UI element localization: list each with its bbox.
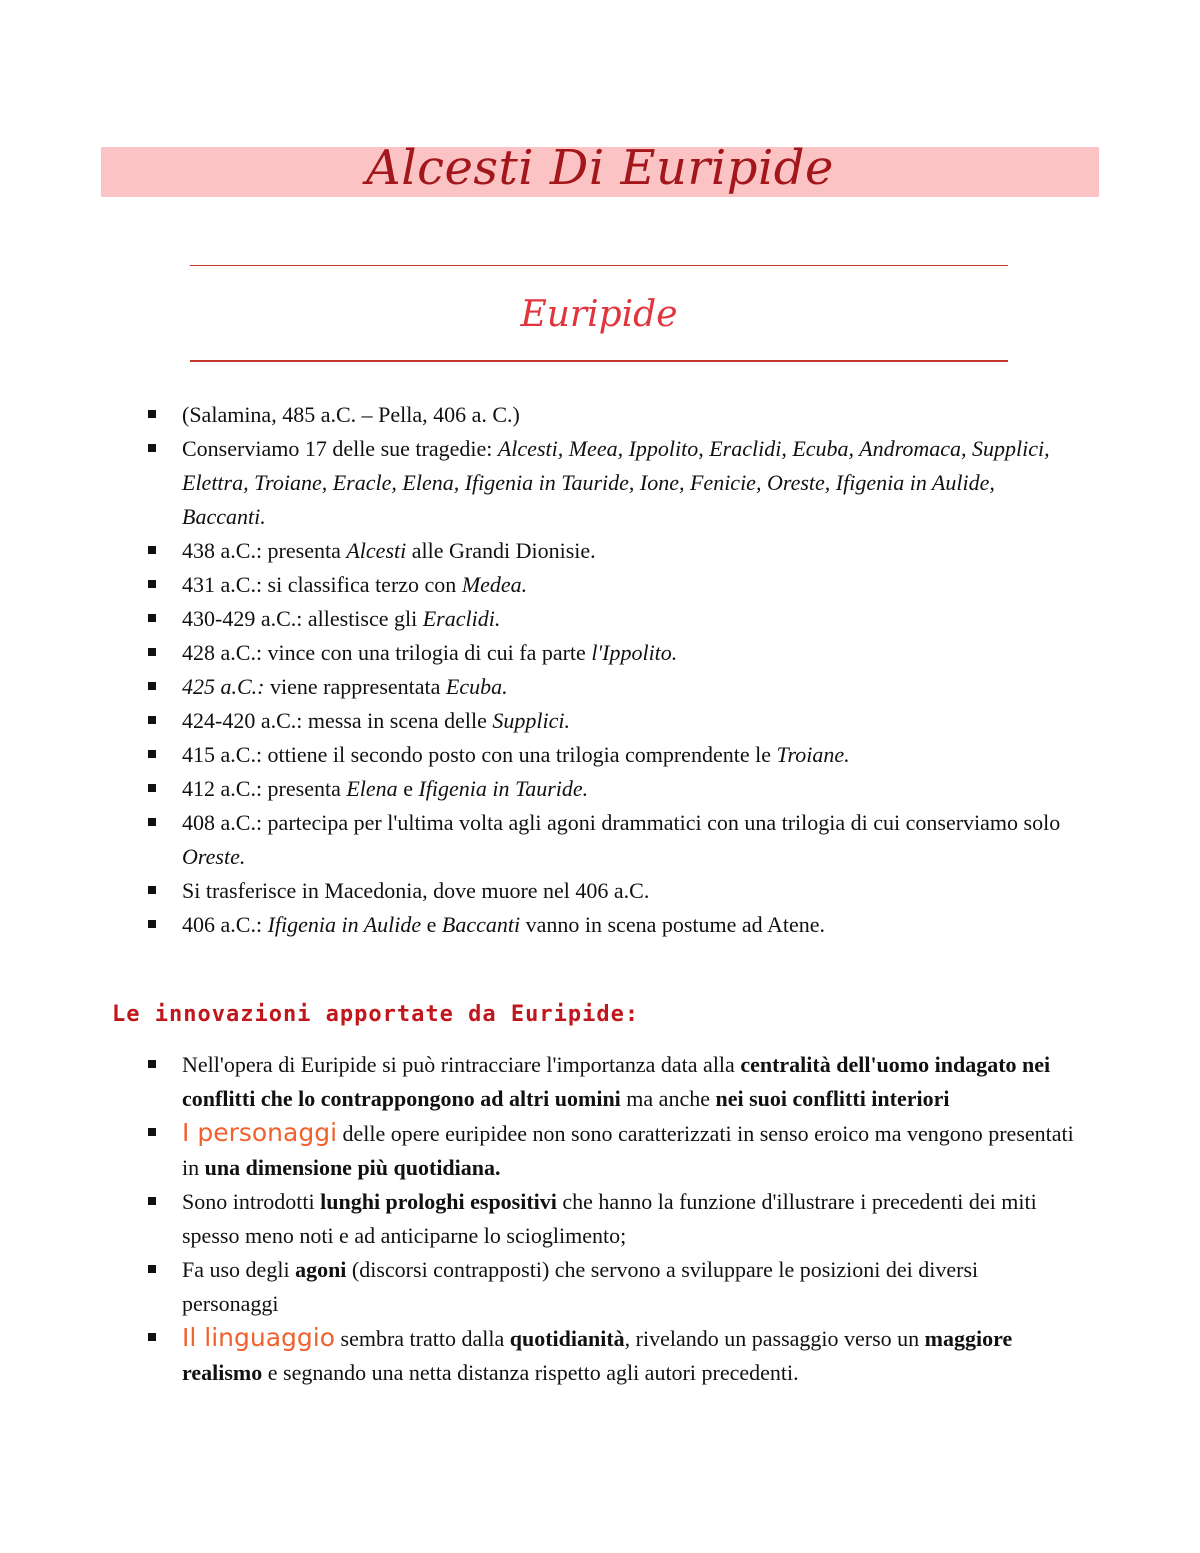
italic-text: Eraclidi. [422, 606, 501, 631]
subtitle-rule-bottom [190, 360, 1008, 362]
text-run: Conserviamo 17 delle sue tragedie: [182, 436, 498, 461]
list-item [144, 1185, 1074, 1253]
list-item [144, 738, 1074, 772]
text-run: 415 a.C.: ottiene il secondo posto con una trilogia comprendente le [182, 742, 777, 767]
text-run: 430-429 a.C.: allestisce gli [182, 606, 423, 631]
square-bullet-icon [148, 1197, 156, 1205]
subtitle-rule-top [190, 265, 1008, 266]
text-run: , rivelando un passaggio verso un [624, 1326, 925, 1351]
list-item [144, 806, 1074, 874]
innovations-list [144, 1048, 1074, 1390]
highlighted-term: Il linguaggio [182, 1323, 336, 1352]
list-item [144, 1321, 1074, 1390]
text-run: e [397, 776, 419, 801]
square-bullet-icon [148, 818, 156, 826]
list-item [144, 1253, 1074, 1321]
text-run: Si trasferisce in Macedonia, dove muore nel 406 a.C. [182, 878, 650, 903]
square-bullet-icon [148, 886, 156, 894]
bold-text: agoni [295, 1257, 347, 1282]
square-bullet-icon [148, 920, 156, 928]
biography-list [144, 398, 1074, 942]
text-run: delle opere euripidee non sono caratterizzati in senso eroico ma vengono presentati in [182, 1121, 1074, 1180]
square-bullet-icon [148, 1128, 156, 1136]
list-item [144, 602, 1074, 636]
text-run: 412 a.C.: presenta [182, 776, 347, 801]
italic-text: Baccanti [441, 912, 521, 937]
square-bullet-icon [148, 410, 156, 418]
innovations-heading: Le innovazioni apportate da Euripide: [112, 1002, 640, 1027]
text-run: Nell'opera di Euripide si può rintracciare l'importanza data alla [182, 1052, 741, 1077]
text-run: ma anche [620, 1086, 716, 1111]
section-title: Euripide [520, 294, 678, 335]
square-bullet-icon [148, 444, 156, 452]
italic-text: Troiane. [776, 742, 850, 767]
italic-text: Alcesti, Meea, Ippolito, Eraclidi, Ecuba, Andromaca, Supplici, Elettra, Troiane, Eracle, Elena, Ifigenia in Tauride, Ione, Fenicie, Oreste, Ifigenia in Aulide, Baccanti. [182, 436, 1050, 529]
text-run: (Salamina, 485 a.C. – Pella, 406 a. C.) [182, 402, 520, 427]
list-item [144, 636, 1074, 670]
text-run: Sono introdotti [182, 1189, 321, 1214]
square-bullet-icon [148, 750, 156, 758]
list-item [144, 670, 1074, 704]
text-run: 431 a.C.: si classifica terzo con [182, 572, 462, 597]
square-bullet-icon [148, 614, 156, 622]
text-run: vanno in scena postume ad Atene. [520, 912, 825, 937]
bold-text: centralità dell'uomo indagato nei conflitti che lo contrappongono ad altri uomini [182, 1052, 1051, 1111]
list-item [144, 772, 1074, 806]
text-run: 406 a.C.: [182, 912, 268, 937]
text-run: alle Grandi Dionisie. [406, 538, 596, 563]
list-item [144, 432, 1074, 534]
square-bullet-icon [148, 1333, 156, 1341]
bold-text: maggiore realismo [182, 1326, 1013, 1385]
text-run: 438 a.C.: presenta [182, 538, 347, 563]
square-bullet-icon [148, 580, 156, 588]
bold-text: lunghi prologhi espositivi [320, 1189, 557, 1214]
italic-text: Ifigenia in Tauride. [418, 776, 589, 801]
text-run: sembra tratto dalla [335, 1326, 510, 1351]
text-run: 424-420 a.C.: messa in scena delle [182, 708, 493, 733]
square-bullet-icon [148, 1265, 156, 1273]
text-run: 428 a.C.: vince con una trilogia di cui fa parte [182, 640, 592, 665]
highlighted-term: I personaggi [182, 1118, 338, 1147]
text-run: viene rappresentata [264, 674, 446, 699]
italic-text: Elena [346, 776, 398, 801]
square-bullet-icon [148, 1060, 156, 1068]
bold-text: quotidianità [509, 1326, 625, 1351]
square-bullet-icon [148, 546, 156, 554]
bold-text: una dimensione più quotidiana. [204, 1155, 501, 1180]
square-bullet-icon [148, 682, 156, 690]
text-run: e [421, 912, 442, 937]
italic-text: l'Ippolito. [591, 640, 678, 665]
list-item [144, 1048, 1074, 1116]
italic-text: Medea. [461, 572, 528, 597]
list-item [144, 534, 1074, 568]
text-run: e segnando una netta distanza rispetto agli autori precedenti. [262, 1360, 799, 1385]
list-item [144, 704, 1074, 738]
list-item [144, 908, 1074, 942]
text-run: (discorsi contrapposti) che servono a sviluppare le posizioni dei diversi personaggi [182, 1257, 979, 1316]
italic-text: Oreste. [182, 844, 246, 869]
text-run: 408 a.C.: partecipa per l'ultima volta agli agoni drammatici con una trilogia di cui conserviamo solo [182, 810, 1061, 835]
text-run: che hanno la funzione d'illustrare i precedenti dei miti spesso meno noti e ad anticiparne lo scioglimento; [182, 1189, 1037, 1248]
square-bullet-icon [148, 716, 156, 724]
italic-text: Alcesti [346, 538, 407, 563]
italic-text: Supplici. [492, 708, 570, 733]
list-item [144, 1116, 1074, 1185]
italic-text: Ecuba. [445, 674, 508, 699]
list-item [144, 874, 1074, 908]
page-title: Alcesti Di Euripide [366, 140, 834, 196]
italic-text: 425 a.C.: [182, 674, 265, 699]
text-run: Fa uso degli [182, 1257, 296, 1282]
square-bullet-icon [148, 784, 156, 792]
bold-text: nei suoi conflitti interiori [715, 1086, 950, 1111]
list-item [144, 398, 1074, 432]
italic-text: Ifigenia in Aulide [267, 912, 422, 937]
square-bullet-icon [148, 648, 156, 656]
list-item [144, 568, 1074, 602]
